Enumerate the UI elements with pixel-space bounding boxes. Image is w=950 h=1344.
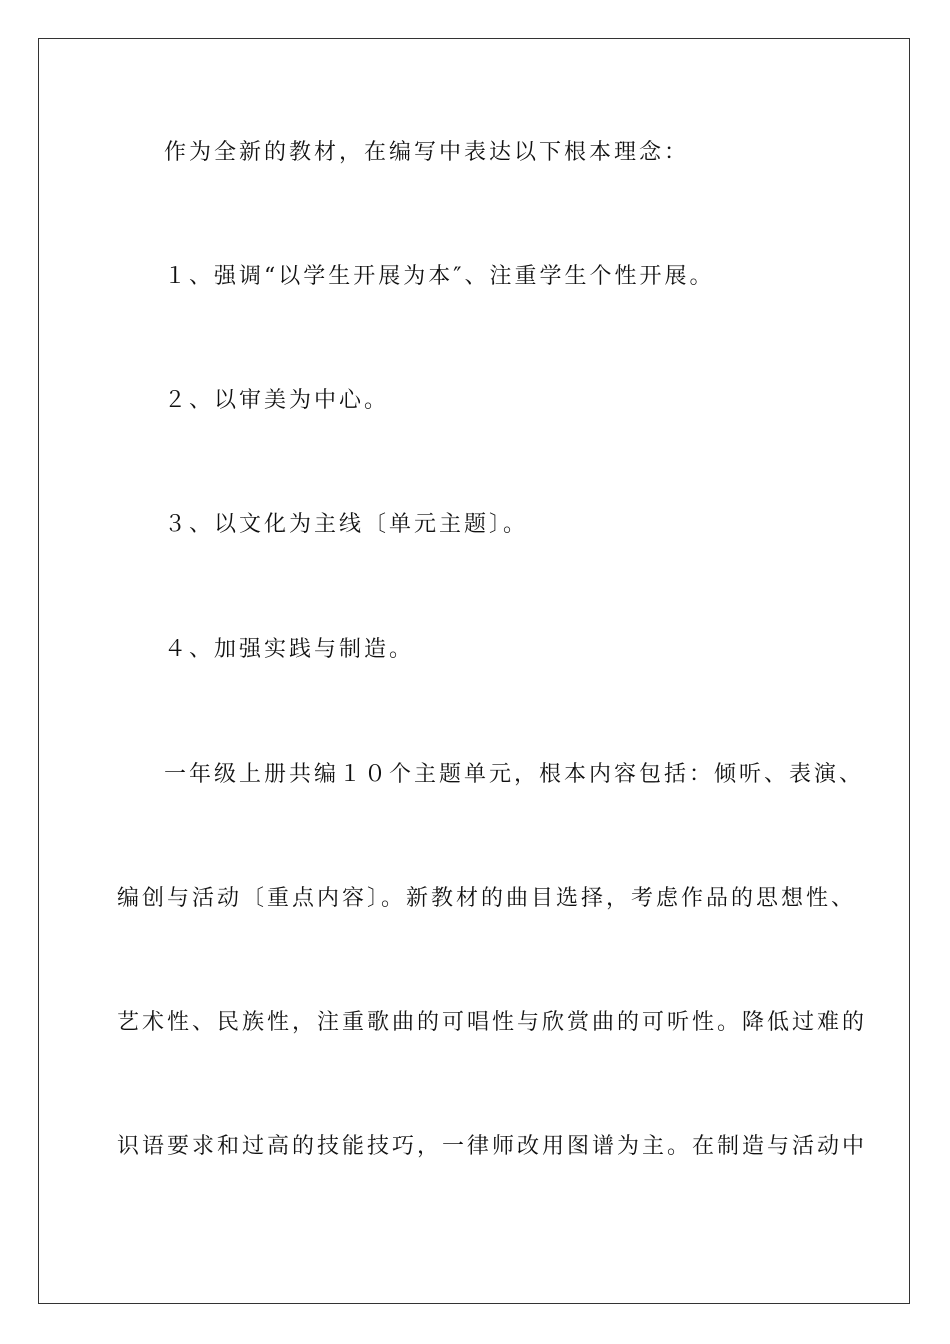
body-line-1: 一年级上册共编１０个主题单元，根本内容包括：倾听、表演、 — [164, 762, 865, 787]
body-line-3: 艺术性、民族性，注重歌曲的可唱性与欣赏曲的可听性。降低过难的 — [117, 1010, 868, 1035]
body-line-4: 识语要求和过高的技能技巧，一律师改用图谱为主。在制造与活动中 — [117, 1134, 868, 1159]
paragraph-item-3: ３、以文化为主线〔单元主题〕。 — [164, 512, 529, 537]
paragraph-item-4: ４、加强实践与制造。 — [164, 637, 415, 662]
page-frame — [38, 38, 910, 1304]
body-line-2: 编创与活动〔重点内容〕。新教材的曲目选择，考虑作品的思想性、 — [117, 886, 857, 911]
paragraph-item-2: ２、以审美为中心。 — [164, 388, 390, 413]
paragraph-item-1: １、强调“以学生开展为本″、注重学生个性开展。 — [164, 264, 715, 289]
paragraph-intro: 作为全新的教材，在编写中表达以下根本理念： — [164, 140, 690, 165]
